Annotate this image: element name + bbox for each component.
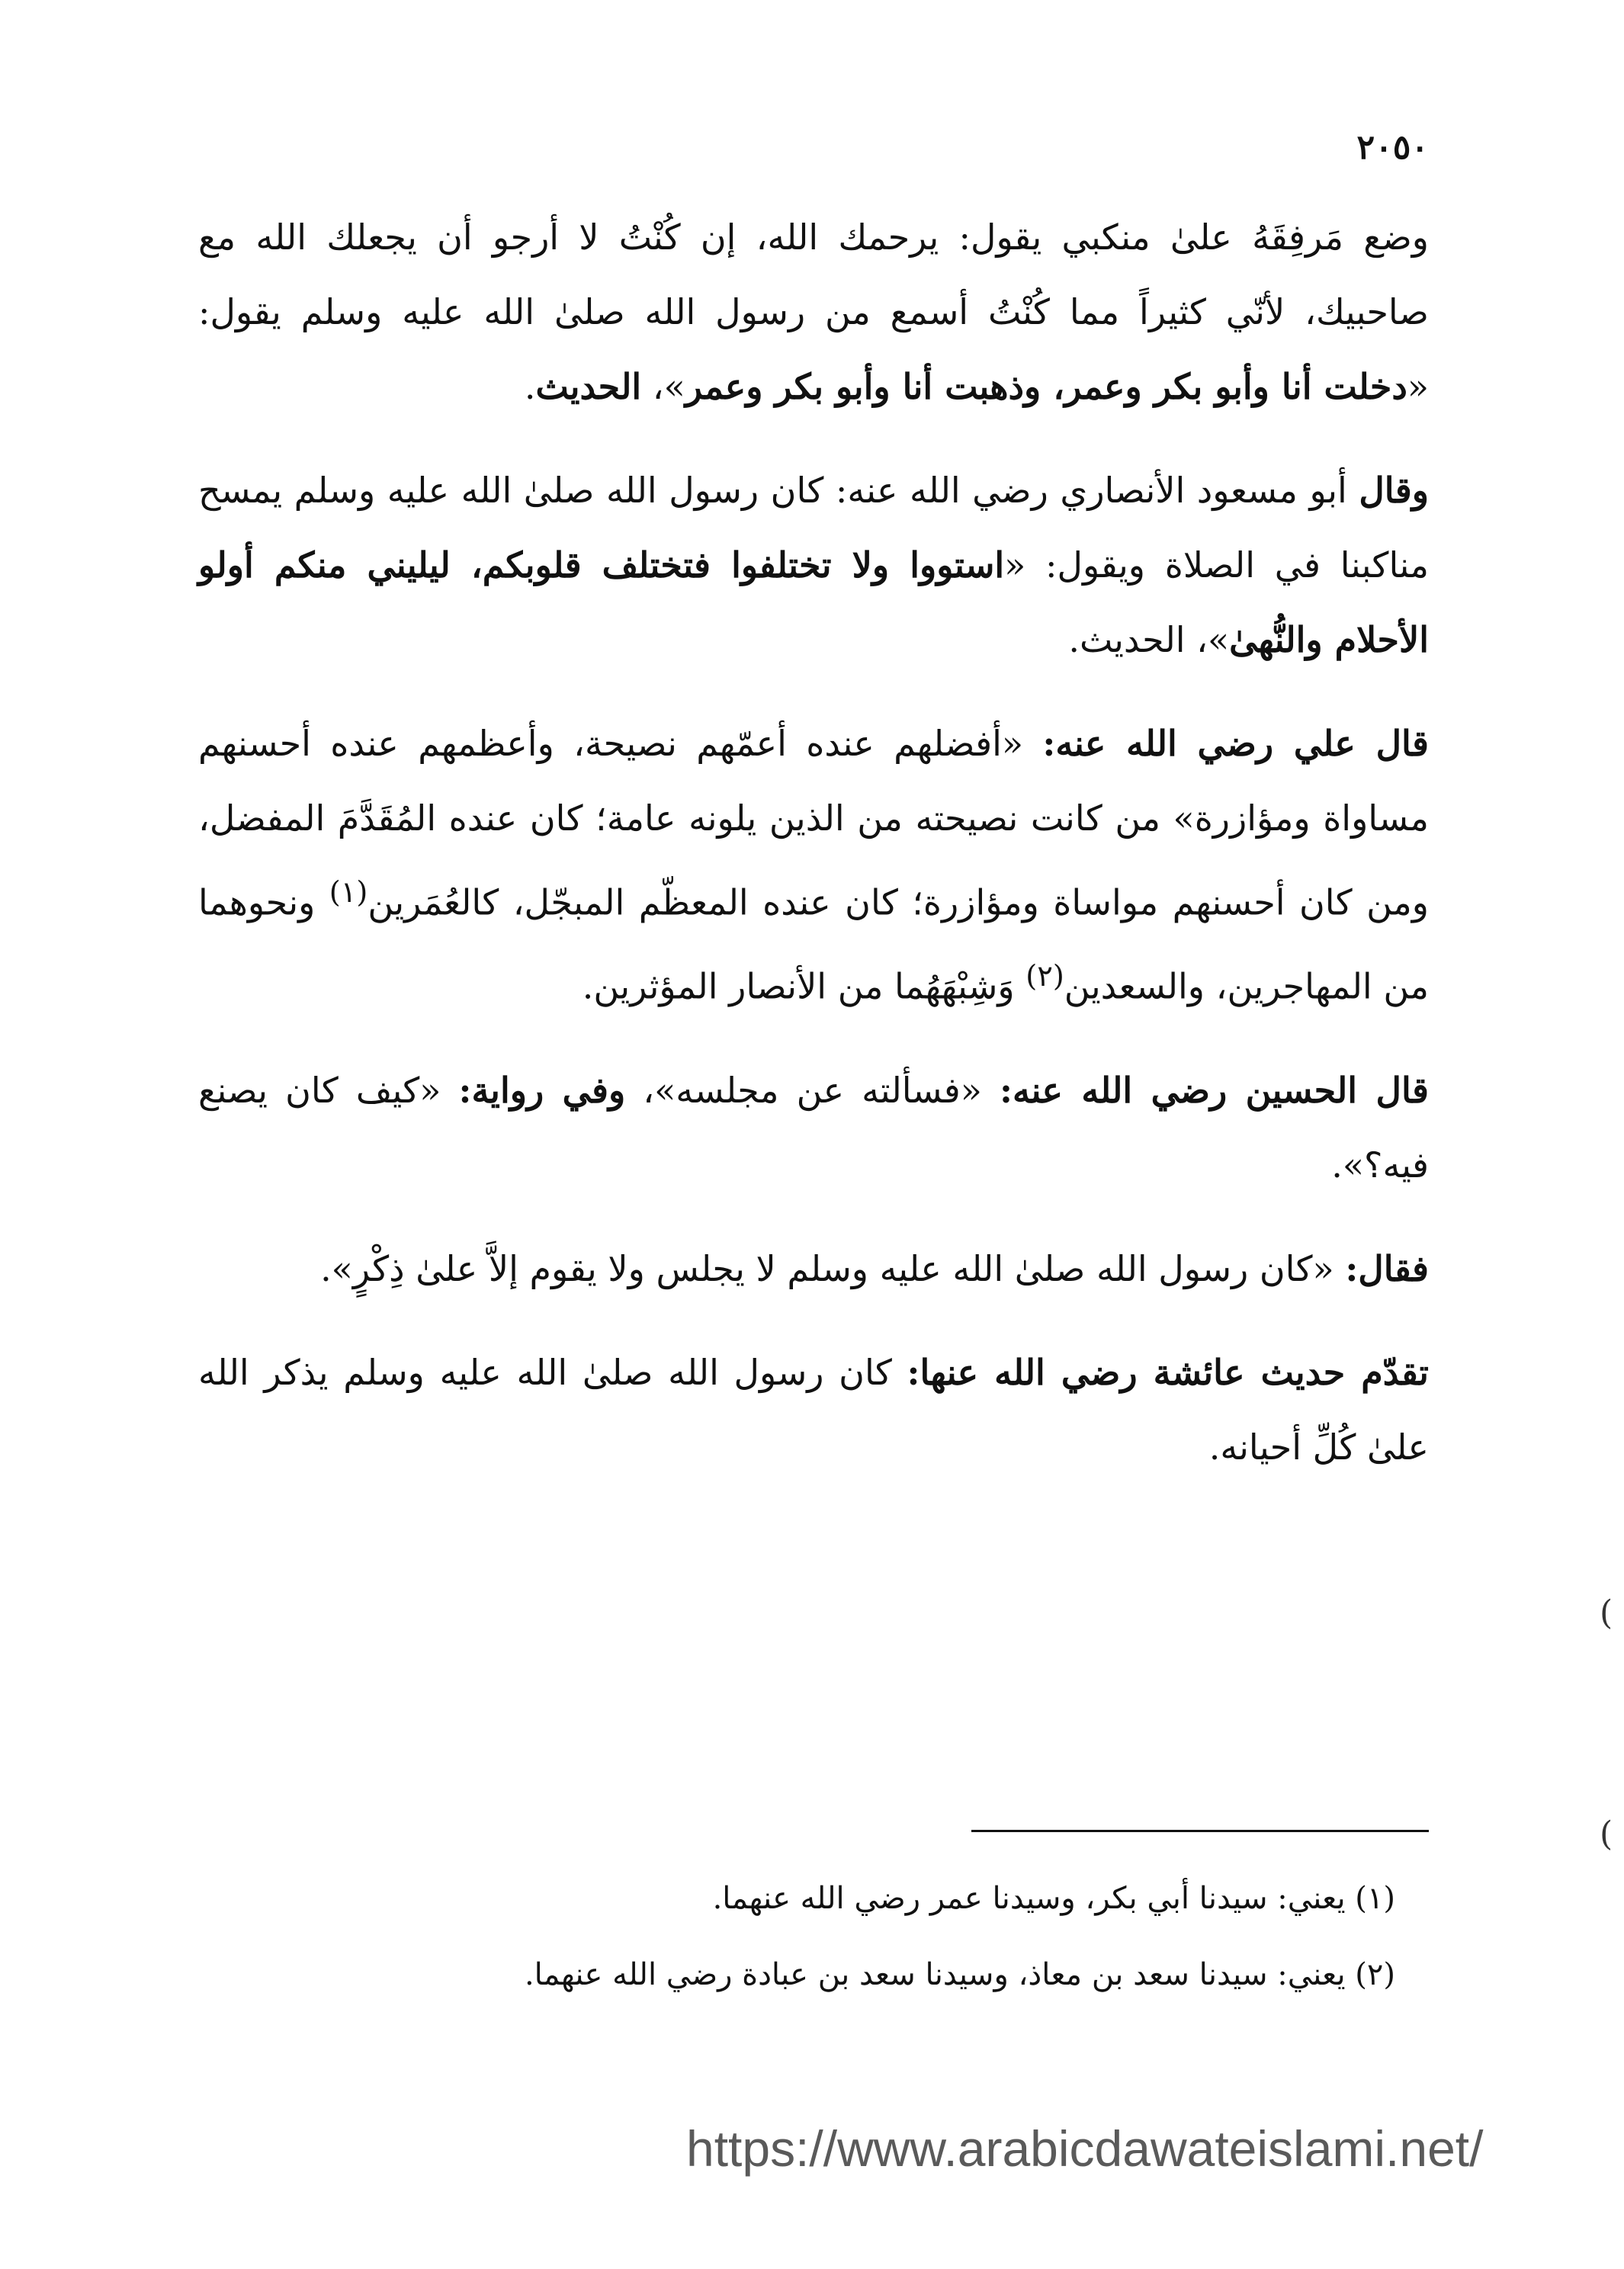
paragraph-5: فقال: «كان رسول الله صلىٰ الله عليه وسلم لا يجلس ولا يقوم إلاَّ علىٰ ذِكْرٍ». (320, 1247, 1429, 1289)
paragraph-3: قال علي رضي الله عنه: «أفضلهم عنده أعمّهم نصيحة، وأعظمهم عنده أحسنهم مساواة ومؤازرة» من كانت نصيحته من الذين يلونه عامة؛ كان عنده المُقَدَّمَ المفضل، ومن كان أحسنهم مواساة ومؤازرة؛ كان عنده المعظّم المبجّل، كالعُمَرين$^{(١)}$ ونحوهما من المهاجرين، والسعدين$^{(٢)}$ وَشِبْهَهُما من الأنصار المؤثرين. (198, 723, 1429, 1007)
paragraph-1: وضع مَرفِقَهُ علىٰ منكبي يقول: يرحمك الله، إن كُنْتُ لا أرجو أن يجعلك الله مع صاحبيك، لأنّي كثيراً مما كُنْتُ أسمع من رسول الله صلىٰ الله عليه وسلم يقول: «دخلت أنا وأبو بكر وعمر، وذهبت أنا وأبو بكر وعمر»، الحديث. (198, 217, 1429, 407)
footnote-ref-2: (٢) (1025, 959, 1064, 994)
edge-bracket-mark: ( (1600, 1815, 1613, 1853)
footnote-ref-1: (١) (329, 875, 368, 910)
paragraph-4: قال الحسين رضي الله عنه: «فسألته عن مجلسه»، وفي رواية: «كيف كان يصنع فيه؟». (198, 1069, 1429, 1186)
footnote-1: (١) يعني: سيدنا أبي بكر، وسيدنا عمر رضي الله عنهما. (712, 1881, 1395, 1916)
paragraph-6: تقدّم حديث عائشة رضي الله عنها: كان رسول الله صلىٰ الله عليه وسلم يذكر الله علىٰ كُلِّ أحيانه. (198, 1351, 1429, 1468)
edge-bracket-mark: ( (1600, 1593, 1613, 1632)
paragraph-2: وقال أبو مسعود الأنصاري رضي الله عنه: كان رسول الله صلىٰ الله عليه وسلم يمسح مناكبنا في الصلاة ويقول: «استووا ولا تختلفوا فتختلف قلوبكم، ليليني منكم أولو الأحلام والنُّهىٰ»، الحديث. (198, 470, 1429, 660)
footnotes (252, 1860, 1395, 2013)
page-number: ٢٠٥٠ (1356, 128, 1429, 167)
watermark-url: https://www.arabicdawateislami.net/ (686, 2120, 1484, 2177)
footnote-2: (٢) يعني: سيدنا سعد بن معاذ، وسيدنا سعد بن عبادة رضي الله عنهما. (524, 1957, 1395, 1992)
main-text (198, 200, 1429, 1513)
footnote-divider (971, 1830, 1429, 1832)
